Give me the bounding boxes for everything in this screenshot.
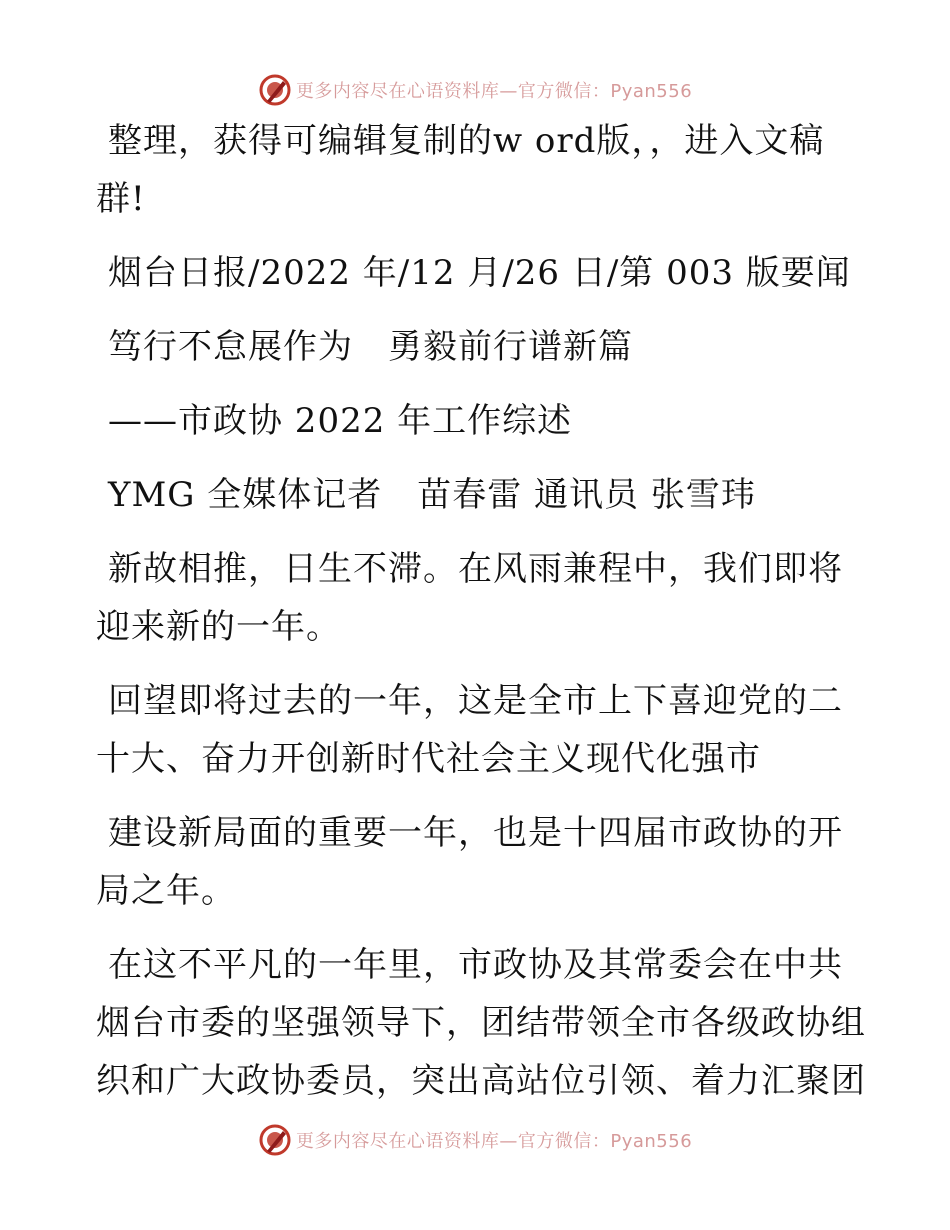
paragraph: [96, 392, 856, 450]
paragraph: [96, 936, 866, 1110]
paragraph: [96, 672, 856, 788]
pen-circle-logo-icon: [258, 1123, 292, 1157]
watermark-banner-bottom: [0, 1120, 950, 1160]
paragraph: [96, 804, 856, 920]
article-byline: YMG 全媒体记者 苗春雷 通讯员 张雪玮: [108, 475, 756, 515]
text-line: 十大、奋力开创新时代社会主义现代化强市: [96, 739, 761, 779]
paragraph: [96, 112, 856, 228]
text-line: 新故相推，日生不滞。在风雨兼程中，我们即将: [108, 549, 843, 589]
text-line: 建设新局面的重要一年，也是十四届市政协的开: [108, 813, 843, 853]
text-line: 整理，获得可编辑复制的w ord版，，进入文稿: [108, 121, 825, 161]
watermark-banner-top: [0, 70, 950, 110]
paragraph: [96, 540, 856, 656]
watermark-text: 更多内容尽在心语资料库—官方微信：Pyan556: [295, 81, 693, 102]
newspaper-source-line: 烟台日报/2022 年/12 月/26 日/第 003 版要闻: [108, 253, 851, 293]
pen-circle-logo-icon: [258, 73, 292, 107]
paragraph: [96, 318, 856, 376]
article-subtitle: ——市政协 2022 年工作综述: [108, 401, 573, 441]
text-line: 群!: [96, 179, 146, 219]
text-line: 烟台市委的坚强领导下，团结带领全市各级政协组: [96, 1003, 866, 1043]
text-line: 局之年。: [96, 871, 236, 911]
text-line: 回望即将过去的一年，这是全市上下喜迎党的二: [108, 681, 843, 721]
text-line: 在这不平凡的一年里，市政协及其常委会在中共: [108, 945, 843, 985]
text-line: 迎来新的一年。: [96, 607, 341, 647]
watermark-text: 更多内容尽在心语资料库—官方微信：Pyan556: [295, 1131, 693, 1152]
article-title: 笃行不怠展作为 勇毅前行谱新篇: [108, 327, 633, 367]
paragraph: [96, 244, 856, 302]
text-line: 织和广大政协委员，突出高站位引领、着力汇聚团: [96, 1061, 866, 1101]
paragraph: [96, 466, 856, 524]
document-body: [96, 112, 866, 1110]
